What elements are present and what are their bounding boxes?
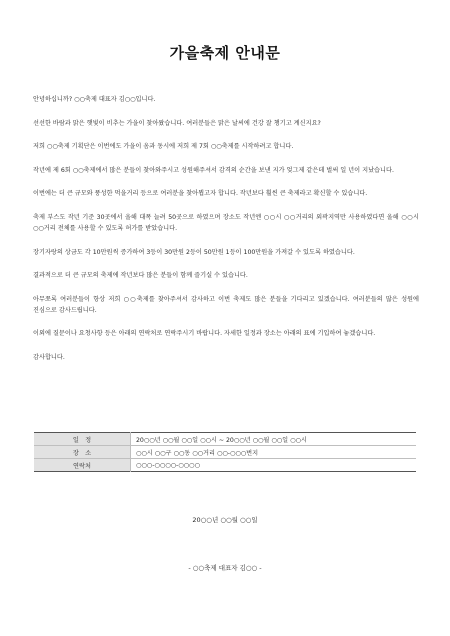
table-row — [34, 446, 416, 459]
signature-line: - ○○축제 대표자 김○○ - — [188, 564, 262, 572]
paragraph-festival-start: 저희 ○○축제 기획단은 이번에도 가을이 옴과 동시에 저희 제 7회 ○○축제를 시작하려고 합니다. — [33, 143, 294, 151]
contact-value: ○○○-○○○○-○○○○ — [136, 461, 200, 469]
contact-label: 연락처 — [34, 459, 131, 472]
table-row — [34, 433, 416, 446]
paragraph-result: 결과적으로 더 큰 규모의 축제에 작년보다 많은 분들이 함께 즐기실 수 있습니다. — [33, 272, 248, 280]
table-row — [34, 459, 416, 472]
paragraph-thanks: 아무쪼록 여러분들이 항상 저희 ○○축제를 찾아주셔서 감사하고 이번 축제도 많은 분들을 기다리고 있겠습니다. 여러분들의 많은 성원에 진심으로 감사드립니다. — [33, 295, 419, 314]
paragraph-prizes: 장기자랑의 상금도 각 10만원씩 증가하여 3등이 30만원 2등이 50만원 1등이 100만원을 가져갈 수 있도록 하였습니다. — [33, 248, 355, 256]
paragraph-booths: 축제 부스도 작년 기준 30곳에서 올해 대폭 늘려 50곳으로 하였으며 장소도 작년엔 ○○시 ○○거리의 외곽지역만 사용하였다면 올해 ○○시 ○○거리 전체를 사용할 수 있도록 허가를 받았습니다. — [33, 213, 419, 232]
paragraph-last-year: 작년에 제 6회 ○○축제에서 많은 분들이 찾아와주시고 성원해주셔서 감격의 순간을 보낸 지가 엊그제 같은데 벌써 일 년이 지났습니다. — [33, 166, 394, 174]
paragraph-contact: 이외에 질문이나 요청사항 등은 아래의 연락처로 연락주시기 바랍니다. 자세한 일정과 장소는 아래의 표에 기입하여 놓겠습니다. — [33, 330, 376, 338]
paragraph-closing: 감사합니다. — [33, 353, 65, 361]
paragraph-greeting: 안녕하십니까? ○○축제 대표자 김○○입니다. — [33, 96, 156, 103]
schedule-value: 20○○년 ○○월 ○○일 ○○시 ~ 20○○년 ○○월 ○○일 ○○시 — [131, 433, 417, 446]
document-date: 20○○년 ○○월 ○○일 — [192, 516, 258, 524]
document-body — [33, 94, 419, 376]
location-label: 장 소 — [34, 446, 131, 459]
location-value: ○○시 ○○구 ○○동 ○○거리 ○○-○○○번지 — [131, 446, 417, 459]
document-title: 가을축제 안내문 — [169, 44, 281, 62]
paragraph-bigger-scale: 이번에는 더 큰 규모와 풍성한 먹을거리 등으로 여러분을 찾아뵙고자 합니다. 작년보다 훨씬 큰 축제라고 확신할 수 있습니다. — [33, 190, 368, 198]
event-info-table — [34, 432, 416, 472]
schedule-label: 일 정 — [34, 433, 131, 446]
paragraph-season: 선선한 바람과 맑은 햇빛이 비추는 가을이 찾아왔습니다. 여러분들은 맑은 날씨에 건강 잘 챙기고 계신지요? — [33, 119, 321, 127]
